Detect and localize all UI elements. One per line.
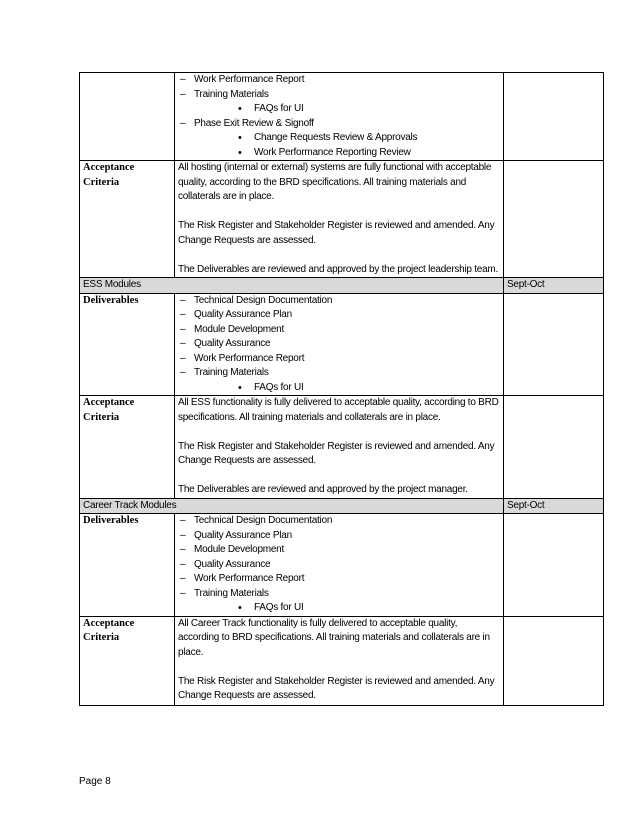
section-timing: Sept-Oct <box>504 278 604 294</box>
deliverables-row <box>80 73 604 161</box>
timing-cell <box>504 514 604 617</box>
section-timing: Sept-Oct <box>504 498 604 514</box>
timing-cell <box>504 73 604 161</box>
deliverables-cell <box>175 73 504 161</box>
deliverable-item: – Technical Design Documentation <box>178 294 500 309</box>
section-title: Career Track Modules <box>80 498 504 514</box>
deliverable-item: – Quality Assurance <box>178 337 500 352</box>
deliverable-item: – Training Materials <box>178 366 500 381</box>
deliverable-item: – Work Performance Report <box>178 352 500 367</box>
deliverable-item: – Phase Exit Review & Signoff <box>178 117 500 132</box>
criteria-cell <box>175 616 504 705</box>
criteria-paragraph: The Deliverables are reviewed and approved by the project manager. <box>178 484 468 495</box>
criteria-paragraph: The Risk Register and Stakeholder Register is reviewed and amended. Any Change Requests are assessed. <box>178 675 495 701</box>
deliverable-item: – Module Development <box>178 543 500 558</box>
deliverable-item: – Quality Assurance <box>178 558 500 573</box>
deliverable-subitem: • FAQs for UI <box>178 102 500 117</box>
row-label-deliverables: Deliverables <box>80 293 175 396</box>
deliverables-cell <box>175 293 504 396</box>
deliverables-cell <box>175 514 504 617</box>
timing-cell <box>504 396 604 499</box>
deliverable-item: – Work Performance Report <box>178 73 500 88</box>
row-label-cell <box>80 73 175 161</box>
criteria-paragraph: The Risk Register and Stakeholder Register is reviewed and amended. Any Change Requests are assessed. <box>178 440 495 466</box>
criteria-cell <box>175 396 504 499</box>
row-label-acceptance-criteria: Acceptance Criteria <box>80 396 175 499</box>
timing-cell <box>504 161 604 278</box>
row-label-deliverables: Deliverables <box>80 514 175 617</box>
deliverable-subitem: • Change Requests Review & Approvals <box>178 131 500 146</box>
acceptance-criteria-row <box>80 616 604 705</box>
criteria-cell <box>175 161 504 278</box>
criteria-paragraph: All hosting (internal or external) systems are fully functional with acceptable quality, according to the BRD specifications. All training materials and collaterals are in place. <box>178 162 492 202</box>
section-header-row <box>80 498 604 514</box>
deliverable-subitem: • FAQs for UI <box>178 601 500 616</box>
deliverable-subitem: • FAQs for UI <box>178 381 500 396</box>
deliverable-item: – Training Materials <box>178 88 500 103</box>
criteria-paragraph: The Deliverables are reviewed and approved by the project leadership team. <box>178 263 499 275</box>
deliverable-item: – Quality Assurance Plan <box>178 529 500 544</box>
timing-cell <box>504 293 604 396</box>
row-label-acceptance-criteria: Acceptance Criteria <box>80 616 175 705</box>
deliverable-item: – Technical Design Documentation <box>178 514 500 529</box>
criteria-paragraph: All ESS functionality is fully delivered to acceptable quality, according to BRD specifications. All training materials and collaterals are in place. <box>178 397 499 423</box>
deliverables-row <box>80 514 604 617</box>
page-number: Page 8 <box>79 776 111 787</box>
deliverable-item: – Quality Assurance Plan <box>178 308 500 323</box>
criteria-paragraph: The Risk Register and Stakeholder Register is reviewed and amended. Any Change Requests are assessed. <box>178 220 495 246</box>
criteria-paragraph: All Career Track functionality is fully delivered to acceptable quality, according to BRD specifications. All training materials and collaterals are in place. <box>178 617 490 658</box>
deliverable-item: – Training Materials <box>178 587 500 602</box>
deliverable-item: – Module Development <box>178 323 500 338</box>
deliverable-item: – Work Performance Report <box>178 572 500 587</box>
project-plan-table <box>79 72 604 706</box>
timing-cell <box>504 616 604 705</box>
deliverables-row <box>80 293 604 396</box>
deliverable-subitem: • Work Performance Reporting Review <box>178 146 500 161</box>
acceptance-criteria-row <box>80 161 604 278</box>
section-header-row <box>80 278 604 294</box>
acceptance-criteria-row <box>80 396 604 499</box>
section-title: ESS Modules <box>80 278 504 294</box>
row-label-acceptance-criteria: Acceptance Criteria <box>80 161 175 278</box>
